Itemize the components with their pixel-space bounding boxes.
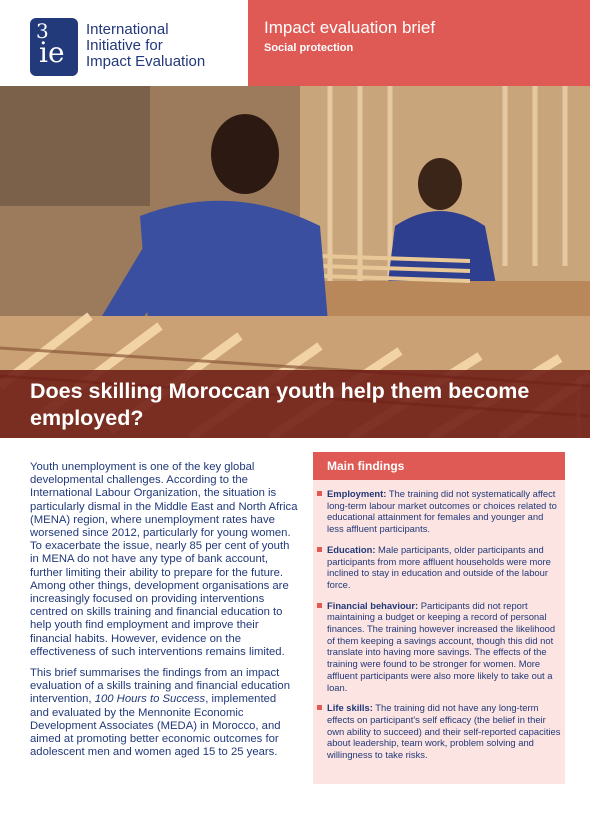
intro-paragraph: Youth unemployment is one of the key global developmental challenges. According to the International Labour Organization, the situation is particularly dismal in the Middle East and North Africa (MENA) region, where unemployment rates have worsened since 2012, particularly for young women. To exacerbate the issue, nearly 85 per cent of youth in MENA do not have any type of bank account, further limiting their ability to prepare for the future. Among other things, development organisations are increasingly focused on providing interventions centred on skills training and financial education to help youth find employment and improve their financial habits. However, evidence on the effectiveness of such interventions remains limited.: [30, 461, 298, 658]
organisation-name: [86, 22, 236, 70]
brief-banner: [248, 0, 590, 86]
finding-text: The training did not systematically affect long-term labour market outcomes or choices related to educational attainment for females and younger and less affluent participants.: [327, 488, 557, 535]
org-name-line: Initiative for: [86, 37, 163, 54]
page-title: Does skilling Moroccan youth help them become employed?: [30, 379, 530, 430]
finding-item: [317, 600, 561, 694]
summary-paragraph: [30, 667, 298, 759]
logo-glyph-main: ie: [39, 36, 65, 69]
programme-name: 100 Hours to Success: [94, 693, 206, 706]
finding-text: Male participants, older participants and participants from more affluent households were more inclined to stay in education and outside of the labour force.: [327, 543, 551, 590]
logo-glyph-top: 3: [36, 19, 49, 43]
3ie-logo: [30, 18, 78, 76]
finding-label: Life skills:: [327, 702, 373, 714]
bullet-square-icon: [317, 547, 322, 552]
finding-item: [317, 702, 561, 761]
main-findings-panel: [313, 452, 565, 784]
bullet-square-icon: [317, 705, 322, 710]
headline-band: [0, 370, 590, 438]
finding-label: Financial behaviour:: [327, 599, 419, 611]
finding-label: Employment:: [327, 488, 387, 499]
finding-text: Participants did not report maintaining a budget or keeping a record of personal finances. The training however increased the likelihood of them keeping a savings account, though this did not translate into having more savings. The effects of the training were found to be stronger for women. More affluent participants were also more likely to take out a loan.: [327, 599, 556, 693]
bullet-square-icon: [317, 491, 322, 496]
finding-item: [317, 544, 561, 591]
finding-label: Education:: [327, 543, 376, 555]
intro-text: [30, 461, 298, 767]
summary-text-start: This brief summarises the findings from an impact evaluation of a skills training and financial education intervention,: [30, 667, 290, 706]
finding-text: The training did not have any long-term effects on participant's self efficacy (the belief in their own ability to succeed) and their self-reported capacities about leadership, team work, problem solving and willingness to take risks.: [327, 702, 561, 761]
brief-type: Impact evaluation brief: [264, 18, 436, 37]
brief-topic: Social protection: [264, 42, 354, 54]
summary-text-end: , implemented and evaluated by the Mennonite Economic Development Associates (MEDA) in Morocco, and aimed at promoting better economic outcomes for adolescent men and women aged 15 to 25 years.: [30, 693, 281, 759]
finding-item: [317, 488, 561, 535]
main-findings-title: Main findings: [313, 452, 565, 480]
page-header: [0, 0, 590, 88]
bullet-square-icon: [317, 603, 322, 608]
findings-list: [317, 488, 561, 770]
org-name-line: Impact Evaluation: [86, 53, 206, 70]
org-name-line: International: [86, 21, 169, 38]
